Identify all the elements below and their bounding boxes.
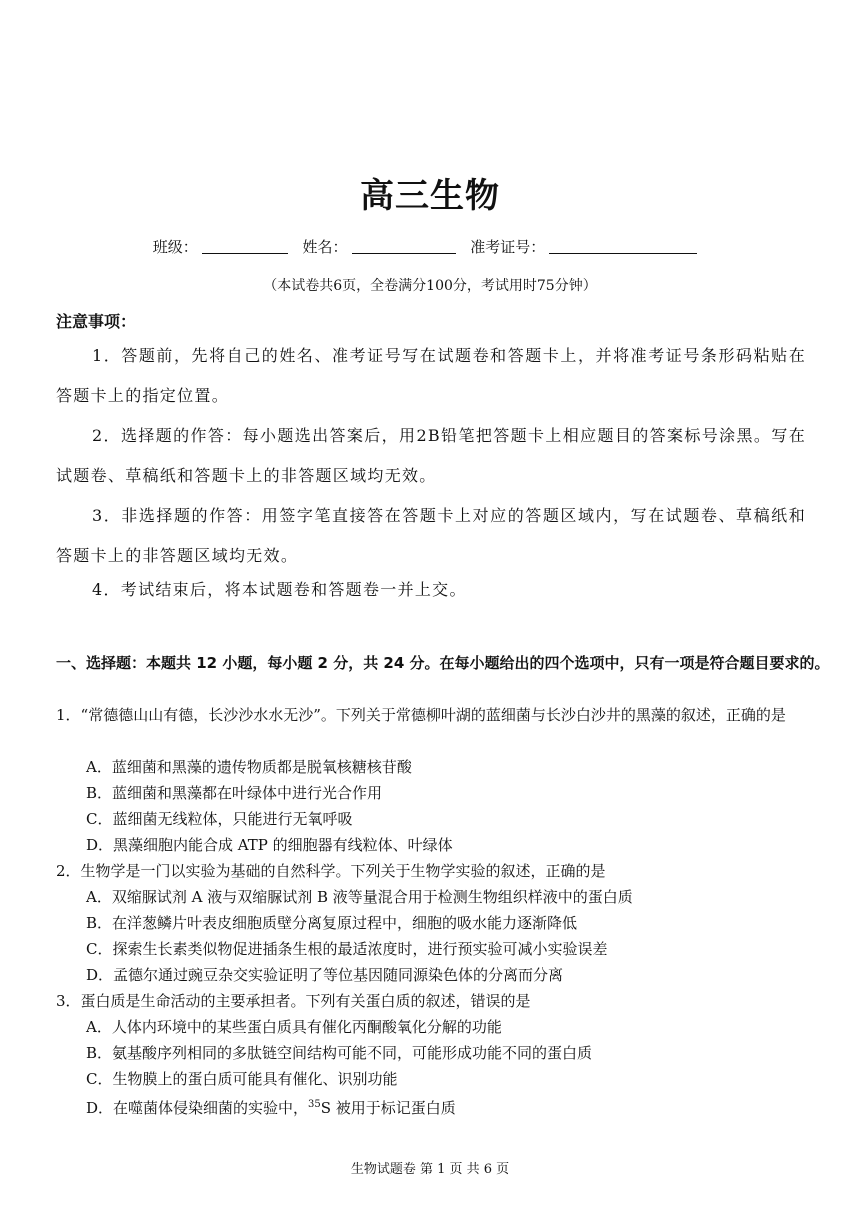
- question-stem: 1．“常德德山山有德，长沙沙水水无沙”。下列关于常德柳叶湖的蓝细菌与长沙白沙井的黑藻的叙述，正确的是: [56, 706, 786, 724]
- exam-info: （本试卷共6页，全卷满分100分，考试用时75分钟）: [263, 278, 597, 294]
- question-option: B．蓝细菌和黑藻都在叶绿体中进行光合作用: [86, 784, 383, 802]
- exam-number-blank[interactable]: [549, 239, 697, 254]
- question-stem: 3．蛋白质是生命活动的主要承担者。下列有关蛋白质的叙述，错误的是: [56, 992, 531, 1010]
- question-option: A．蓝细菌和黑藻的遗传物质都是脱氧核糖核苷酸: [86, 758, 412, 776]
- page-title: 高三生物: [360, 176, 500, 216]
- question-option: A．双缩脲试剂 A 液与双缩脲试剂 B 液等量混合用于检测生物组织样液中的蛋白质: [86, 888, 633, 906]
- question-option: D．孟德尔通过豌豆杂交实验证明了等位基因随同源染色体的分离而分离: [86, 966, 564, 984]
- notice-item: 3．非选择题的作答：用签字笔直接答在答题卡上对应的答题区域内，写在试题卷、草稿纸和答题卡上的非答题区域均无效。: [56, 506, 806, 565]
- section-heading: 一、选择题：本题共 12 小题，每小题 2 分，共 24 分。在每小题给出的四个选项中，只有一项是符合题目要求的。: [56, 654, 830, 672]
- question-option: C．生物膜上的蛋白质可能具有催化、识别功能: [86, 1070, 398, 1088]
- question-option: C．探索生长素类似物促进插条生根的最适浓度时，进行预实验可减小实验误差: [86, 940, 608, 958]
- question-option: D．黑藻细胞内能合成 ATP 的细胞器有线粒体、叶绿体: [86, 836, 453, 854]
- question-option: B．氨基酸序列相同的多肽链空间结构可能不同，可能形成功能不同的蛋白质: [86, 1044, 593, 1062]
- name-label: 姓名：: [302, 238, 348, 256]
- question-option: [86, 1092, 806, 1121]
- student-id-line: [0, 236, 860, 257]
- name-blank[interactable]: [352, 239, 456, 254]
- option-d-prefix: D．在噬菌体侵染细菌的实验中，: [86, 1099, 309, 1117]
- notice-item: 4．考试结束后，将本试题卷和答题卷一并上交。: [92, 580, 467, 599]
- page-footer: 生物试题卷 第 1 页 共 6 页: [350, 1162, 510, 1177]
- isotope-superscript: 35: [308, 1099, 321, 1110]
- option-d-suffix: S 被用于标记蛋白质: [320, 1099, 456, 1117]
- notice-item: 1．答题前，先将自己的姓名、准考证号写在试题卷和答题卡上，并将准考证号条形码粘贴在答题卡上的指定位置。: [56, 346, 806, 405]
- exam-number-label: 准考证号：: [470, 238, 546, 256]
- notice-heading: 注意事项：: [56, 312, 137, 331]
- question-option: C．蓝细菌无线粒体，只能进行无氧呼吸: [86, 810, 353, 828]
- question-stem: 2．生物学是一门以实验为基础的自然科学。下列关于生物学实验的叙述，正确的是: [56, 862, 606, 880]
- class-blank[interactable]: [202, 239, 288, 254]
- class-label: 班级：: [152, 238, 198, 256]
- question-option: A．人体内环境中的某些蛋白质具有催化丙酮酸氧化分解的功能: [86, 1018, 502, 1036]
- notice-item: 2．选择题的作答：每小题选出答案后，用2B铅笔把答题卡上相应题目的答案标号涂黑。写在试题卷、草稿纸和答题卡上的非答题区域均无效。: [56, 426, 806, 485]
- question-option: B．在洋葱鳞片叶表皮细胞质壁分离复原过程中，细胞的吸水能力逐渐降低: [86, 914, 578, 932]
